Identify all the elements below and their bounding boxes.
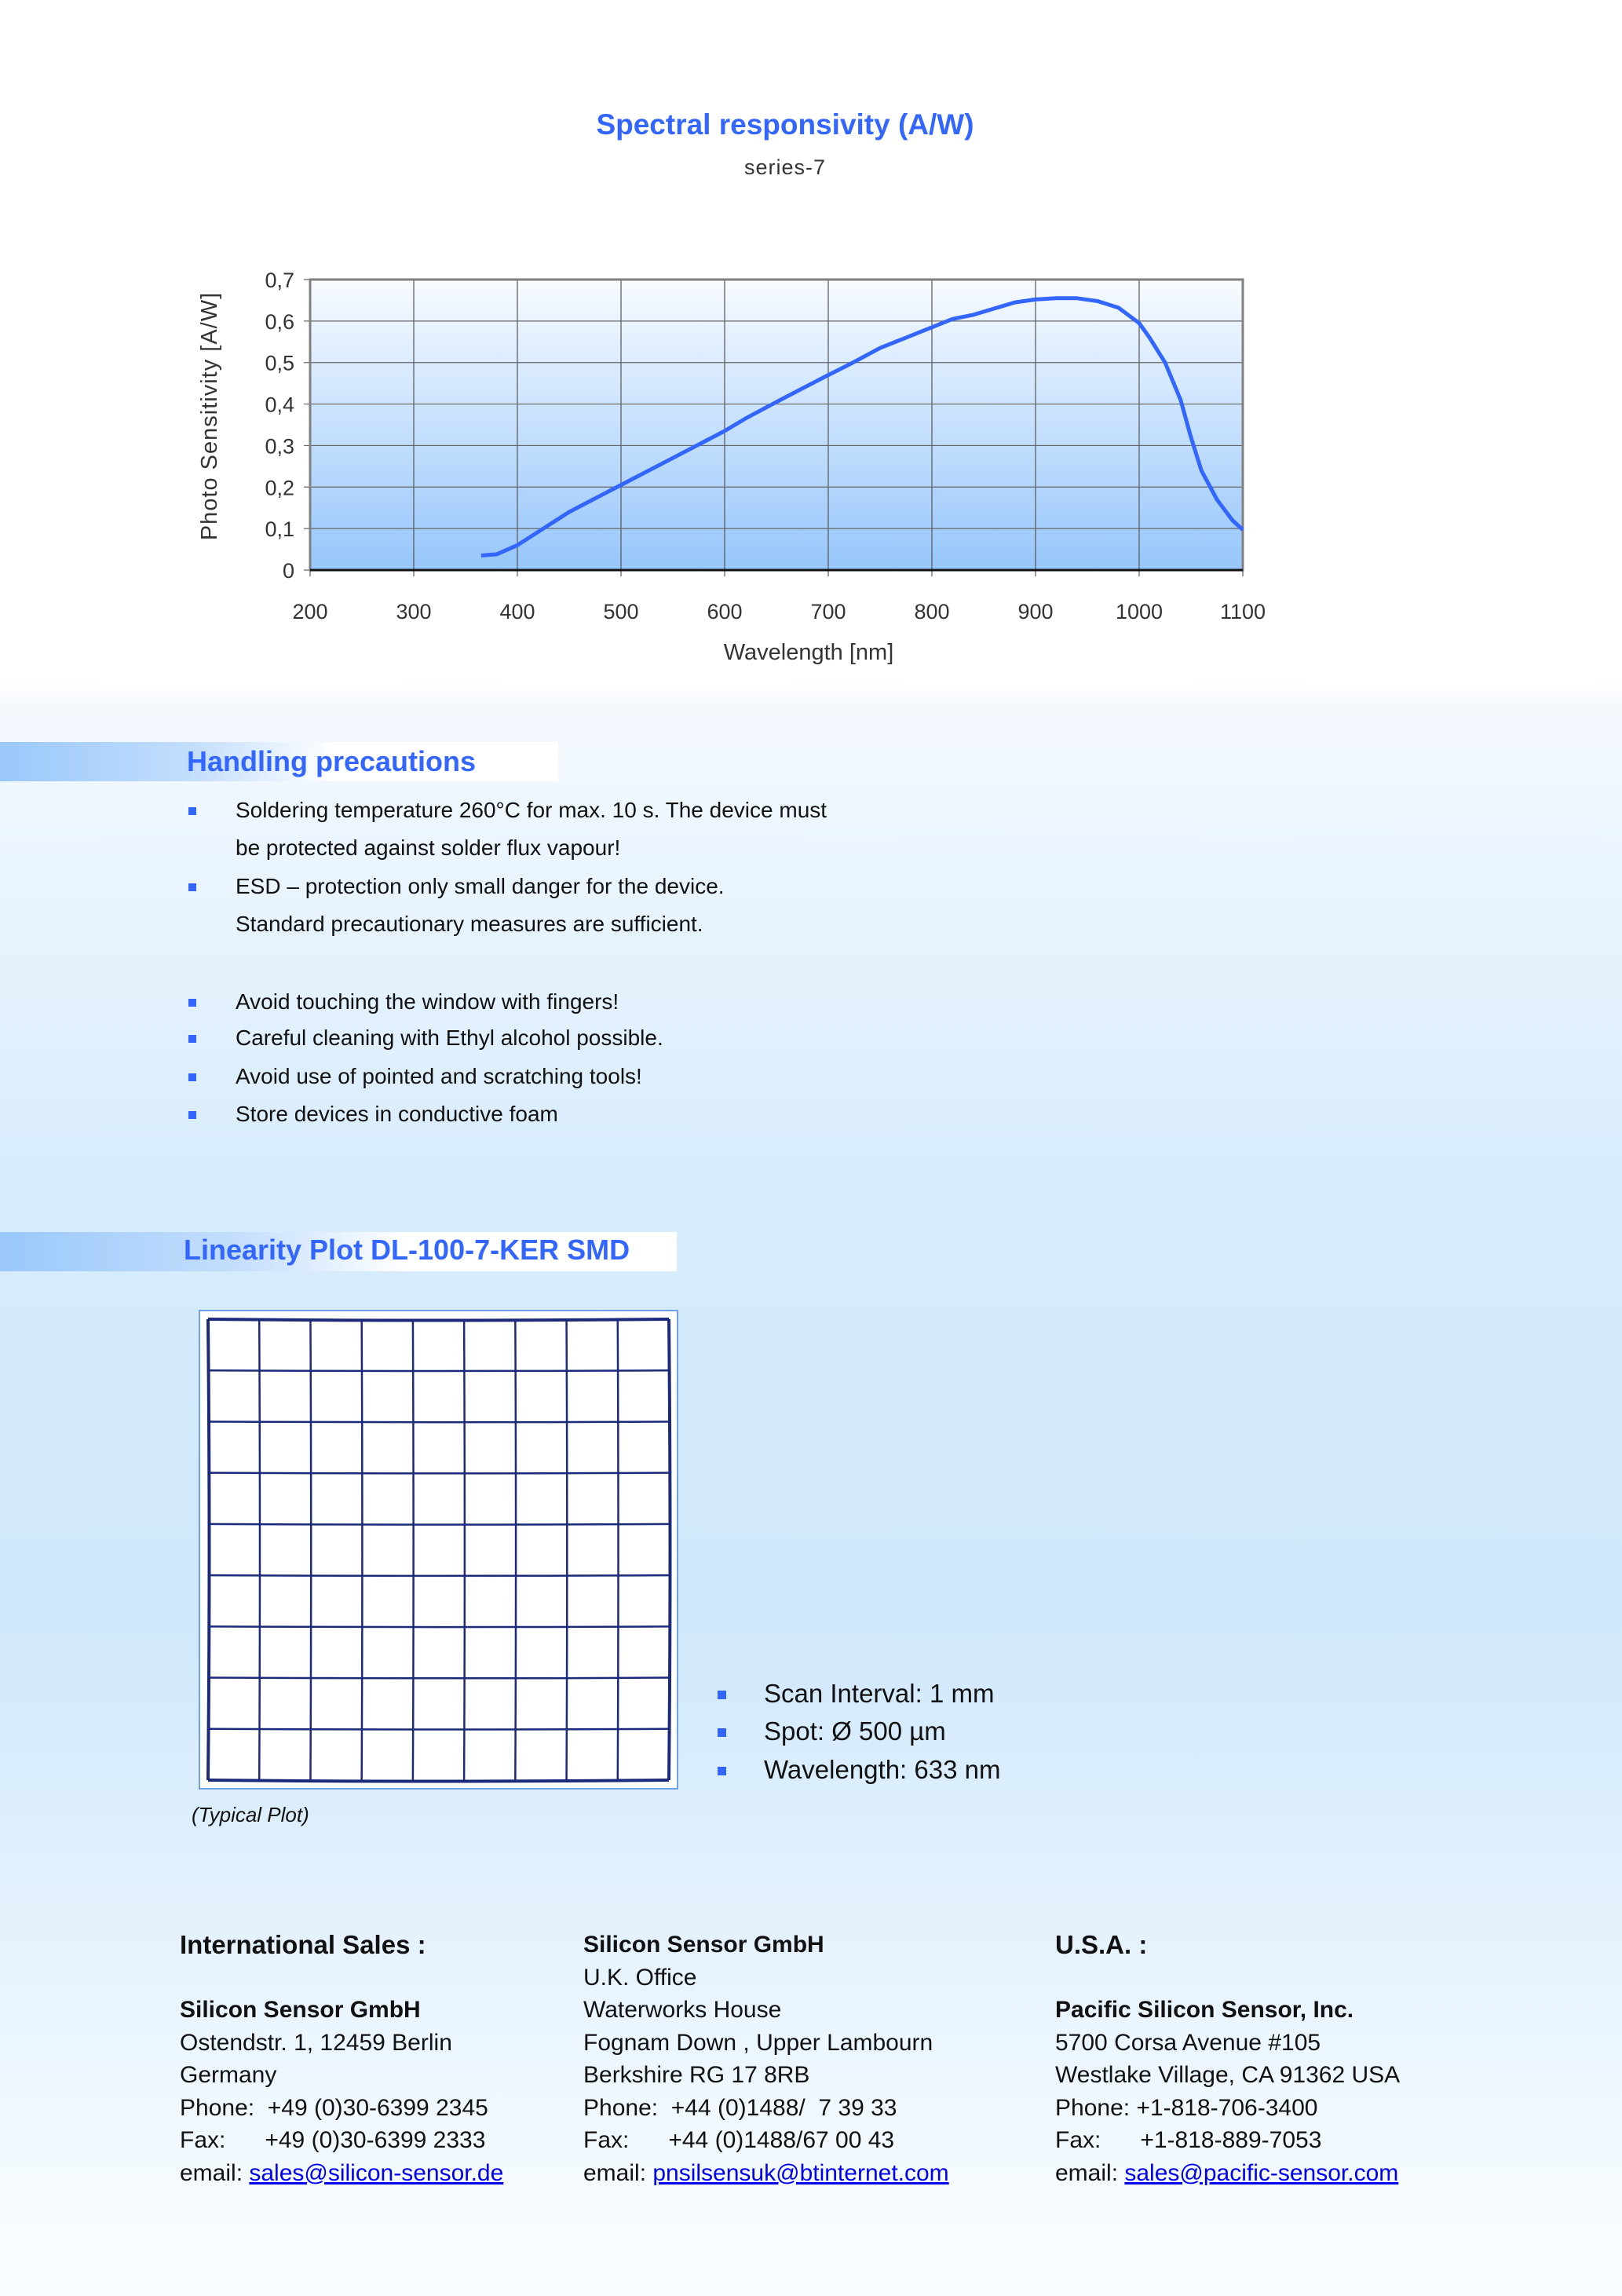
grid-line-horizontal [208, 1524, 669, 1525]
contact-line [1055, 2027, 1400, 2060]
bullet-icon [188, 999, 196, 1007]
y-tick-label: 0 [282, 559, 294, 583]
grid-line-vertical [413, 1319, 414, 1780]
handling-item-text: Soldering temperature 260°C for max. 10 s. The device must [236, 798, 827, 822]
plot-area [310, 280, 1243, 570]
contact-text: Westlake Village, CA 91362 USA [1055, 2062, 1401, 2088]
linearity-plot-image [199, 1310, 678, 1790]
y-tick-label: 0,7 [265, 269, 294, 292]
contact-line [583, 2092, 949, 2125]
x-tick-label: 800 [914, 600, 950, 623]
handling-item-text: Avoid use of pointed and scratching tools! [236, 1064, 642, 1088]
grid-line-vertical [362, 1319, 363, 1780]
contact-line [1055, 1994, 1400, 2027]
bullet-icon [188, 1035, 196, 1043]
contact-text: Germany [180, 2062, 277, 2088]
handling-item-text: ESD – protection only small danger for the device. [236, 874, 725, 898]
bullet-icon [188, 1111, 196, 1119]
contact-text: U.S.A. : [1055, 1930, 1148, 1959]
grid-line-vertical [669, 1319, 670, 1780]
y-tick-label: 0,4 [265, 393, 294, 417]
grid-line-horizontal [208, 1575, 669, 1576]
contact-text: Waterworks House [583, 1997, 782, 2023]
chart-title: Spectral responsivity (A/W) [596, 108, 974, 141]
contact-text: email: [1055, 2159, 1125, 2186]
contact-text: 5700 Corsa Avenue #105 [1055, 2029, 1321, 2056]
bullet-icon [718, 1767, 726, 1775]
grid-line-horizontal [208, 1421, 669, 1422]
bullet-icon [188, 1073, 196, 1081]
contact-text: Phone: +49 (0)30-6399 2345 [180, 2094, 488, 2121]
contact-line [180, 1929, 503, 1961]
contact-line [180, 1994, 503, 2027]
grid-line-horizontal [208, 1729, 669, 1730]
chart-subtitle: series-7 [743, 155, 827, 179]
handling-item-text: Store devices in conductive foam [236, 1102, 558, 1126]
contact-text: Fognam Down , Upper Lambourn [583, 2029, 933, 2056]
contact-text: email: [583, 2159, 653, 2186]
bullet-icon [188, 807, 196, 815]
linearity-section-title: Linearity Plot DL-100-7-KER SMD [184, 1234, 630, 1266]
grid-line-horizontal [208, 1319, 669, 1321]
contact-line [180, 2157, 503, 2190]
spectral-responsivity-chart [0, 236, 1622, 691]
y-tick-label: 0,1 [265, 517, 294, 542]
contact-line [180, 2059, 503, 2092]
handling-item-text: be protected against solder flux vapour! [236, 835, 621, 860]
grid-line-horizontal [208, 1626, 669, 1627]
contact-line [180, 2124, 503, 2157]
x-tick-label: 500 [603, 600, 639, 623]
x-tick-label: 200 [292, 600, 328, 623]
contact-line [583, 2124, 949, 2157]
handling-item-text: Careful cleaning with Ethyl alcohol possible. [236, 1026, 663, 1050]
x-tick-label: 300 [396, 600, 432, 623]
linearity-spec-text: Scan Interval: 1 mm [764, 1679, 995, 1708]
contact-line [1055, 2157, 1400, 2190]
grid-line-vertical [567, 1319, 568, 1780]
grid-line-vertical [208, 1319, 210, 1780]
y-tick-label: 0,3 [265, 434, 294, 459]
email-link[interactable]: sales@silicon-sensor.de [249, 2159, 504, 2186]
contact-line [180, 1961, 503, 1994]
contact-column [583, 1929, 949, 2189]
linearity-caption: (Typical Plot) [192, 1803, 309, 1826]
contact-text: International Sales : [180, 1930, 426, 1959]
grid-line-horizontal [208, 1780, 669, 1782]
email-link[interactable]: pnsilsensuk@btinternet.com [652, 2159, 949, 2186]
handling-item-text: Avoid touching the window with fingers! [236, 989, 619, 1014]
contact-line [1055, 2059, 1400, 2092]
contact-line [583, 2027, 949, 2060]
contact-text: Silicon Sensor GmbH [583, 1932, 824, 1958]
contact-line [1055, 1929, 1400, 1961]
grid-line-horizontal [208, 1370, 669, 1371]
contact-column [1055, 1929, 1400, 2189]
contact-text: Fax: +49 (0)30-6399 2333 [180, 2127, 486, 2153]
contact-line [583, 2059, 949, 2092]
contact-text: Ostendstr. 1, 12459 Berlin [180, 2029, 452, 2056]
contact-line [583, 1994, 949, 2027]
contact-line [1055, 1961, 1400, 1994]
y-tick-label: 0,2 [265, 476, 294, 500]
contact-text: Berkshire RG 17 8RB [583, 2062, 810, 2088]
handling-section-title: Handling precautions [187, 745, 477, 777]
x-tick-label: 600 [707, 600, 743, 623]
grid-line-vertical [259, 1319, 260, 1780]
contact-line [180, 2027, 503, 2060]
linearity-spec-text: Wavelength: 633 nm [764, 1755, 1001, 1784]
contact-text: Fax: +44 (0)1488/67 00 43 [583, 2127, 895, 2153]
contact-line [583, 1929, 949, 1961]
x-tick-label: 700 [810, 600, 846, 623]
contact-text: Phone: +1-818-706-3400 [1055, 2094, 1318, 2121]
contact-line [1055, 2092, 1400, 2125]
bullet-icon [188, 883, 196, 891]
contact-column [180, 1929, 503, 2189]
contact-text: Silicon Sensor GmbH [180, 1997, 421, 2023]
grid-line-horizontal [208, 1678, 669, 1679]
contact-line [583, 2157, 949, 2190]
x-tick-label: 400 [499, 600, 535, 623]
grid-line-vertical [618, 1319, 619, 1780]
email-link[interactable]: sales@pacific-sensor.com [1124, 2159, 1399, 2186]
y-tick-label: 0,5 [265, 351, 294, 375]
y-tick-label: 0,6 [265, 309, 294, 334]
bullet-icon [718, 1728, 726, 1737]
linearity-grid [200, 1311, 677, 1788]
y-axis-label: Photo Sensitivity [A/W] [197, 291, 222, 541]
x-tick-label: 1100 [1219, 600, 1266, 623]
contact-line [583, 1961, 949, 1994]
handling-item-text: Standard precautionary measures are sufficient. [236, 912, 703, 936]
contact-text: Pacific Silicon Sensor, Inc. [1055, 1997, 1354, 2023]
contact-line [180, 2092, 503, 2125]
contact-text: email: [180, 2159, 250, 2186]
contact-text: Fax: +1-818-889-7053 [1055, 2127, 1322, 2153]
bullet-icon [718, 1691, 726, 1699]
contact-text: Phone: +44 (0)1488/ 7 39 33 [583, 2094, 897, 2121]
grid-line-vertical [464, 1319, 465, 1780]
grid-line-horizontal [208, 1473, 669, 1474]
linearity-spec-text: Spot: Ø 500 µm [764, 1717, 946, 1746]
x-tick-label: 900 [1017, 600, 1054, 623]
x-tick-label: 1000 [1115, 600, 1164, 623]
x-axis-label: Wavelength [nm] [723, 640, 894, 665]
grid-line-vertical [515, 1319, 516, 1780]
contact-text: U.K. Office [583, 1964, 697, 1991]
contact-line [1055, 2124, 1400, 2157]
grid-line-vertical [310, 1319, 311, 1780]
